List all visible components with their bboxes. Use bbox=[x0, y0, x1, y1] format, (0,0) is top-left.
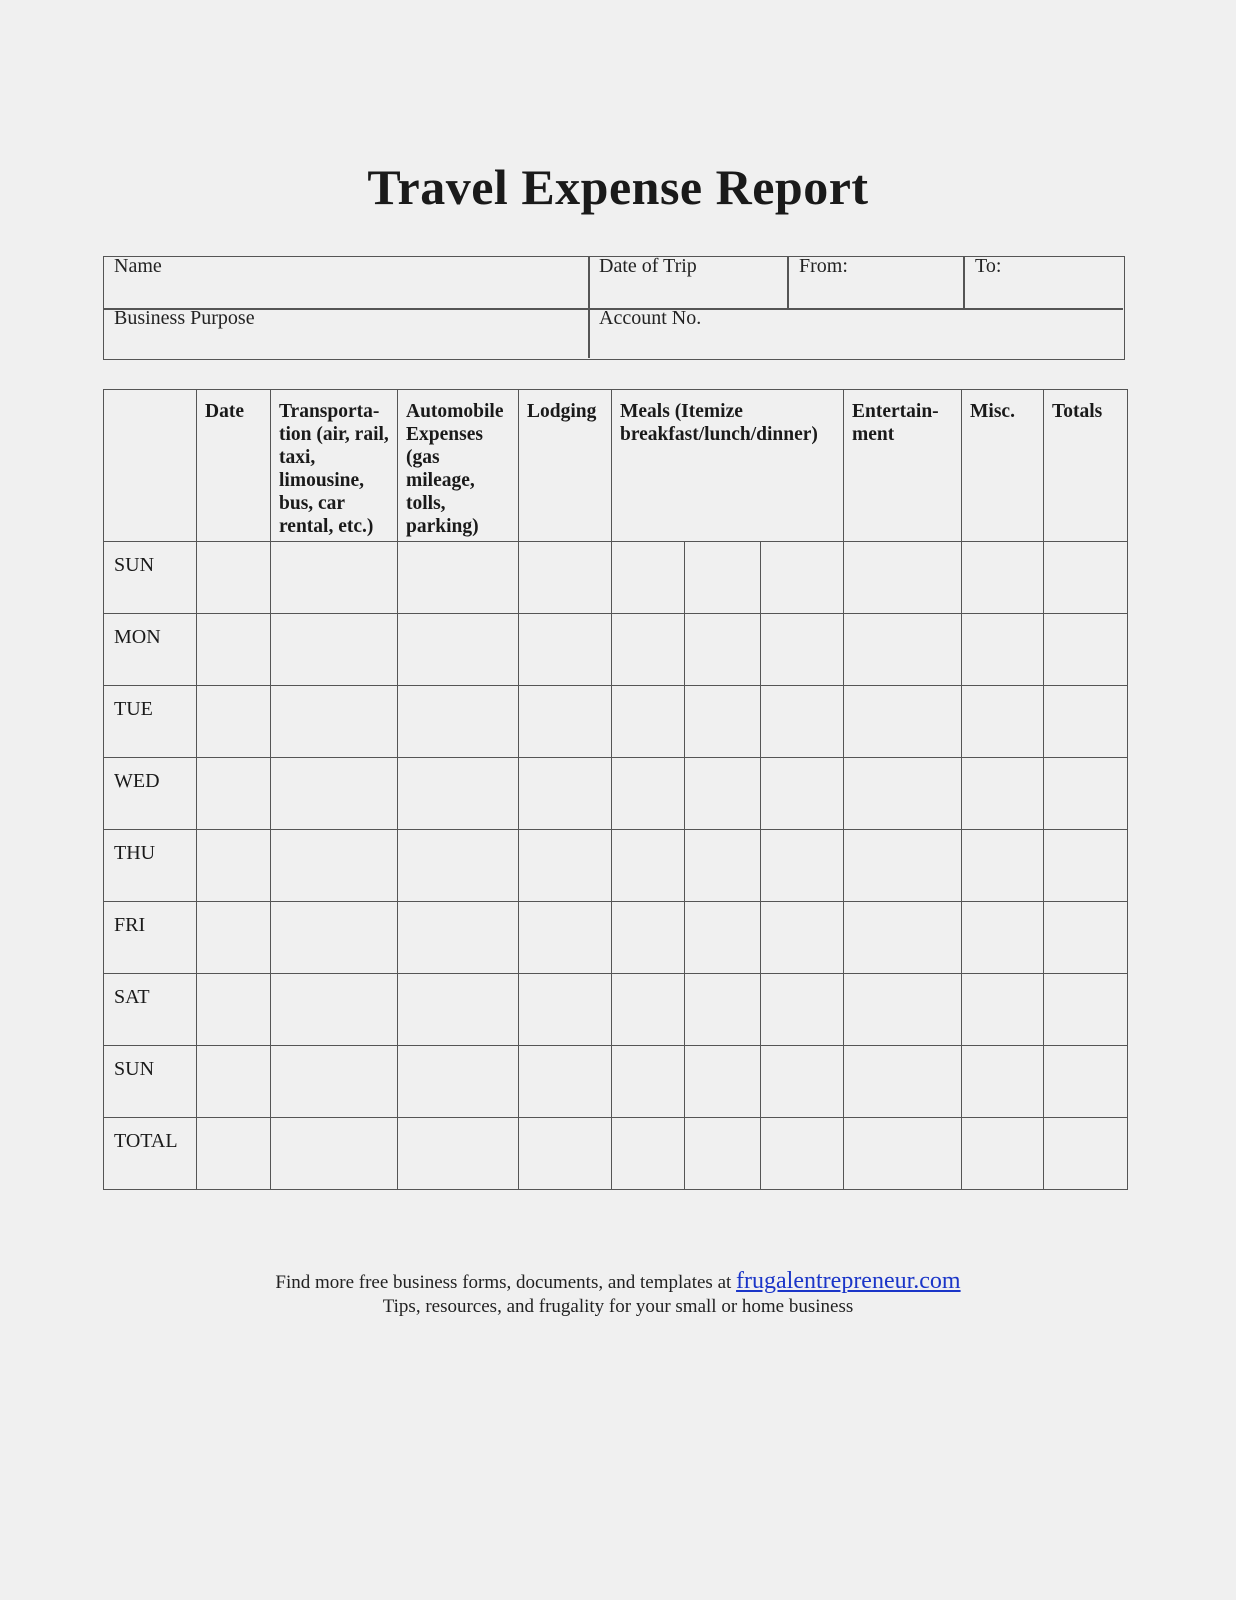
cell-meals-lunch[interactable] bbox=[685, 1118, 761, 1190]
cell-meals-dinner[interactable] bbox=[761, 830, 844, 902]
row-label: FRI bbox=[104, 902, 197, 974]
from-field[interactable] bbox=[799, 255, 848, 278]
date-of-trip-field[interactable] bbox=[599, 255, 697, 278]
row-label: TUE bbox=[104, 686, 197, 758]
account-no-label: Account No. bbox=[599, 307, 702, 329]
cell-automobile[interactable] bbox=[398, 902, 519, 974]
table-header-row bbox=[104, 390, 1128, 542]
column-header-automobile: Automobile Expenses (gas mileage, tolls, parking) bbox=[398, 390, 519, 542]
cell-entertainment[interactable] bbox=[844, 902, 962, 974]
cell-entertainment[interactable] bbox=[844, 614, 962, 686]
footer-line-1 bbox=[0, 1268, 1236, 1295]
cell-meals-breakfast[interactable] bbox=[612, 902, 685, 974]
cell-meals-breakfast[interactable] bbox=[612, 758, 685, 830]
column-header-date: Date bbox=[197, 390, 271, 542]
cell-date[interactable] bbox=[197, 974, 271, 1046]
cell-meals-dinner[interactable] bbox=[761, 542, 844, 614]
cell-meals-lunch[interactable] bbox=[685, 686, 761, 758]
cell-totals[interactable] bbox=[1044, 902, 1128, 974]
cell-misc[interactable] bbox=[962, 542, 1044, 614]
row-label: SUN bbox=[104, 542, 197, 614]
cell-date[interactable] bbox=[197, 902, 271, 974]
cell-totals[interactable] bbox=[1044, 542, 1128, 614]
cell-lodging[interactable] bbox=[519, 686, 612, 758]
from-label: From: bbox=[799, 255, 848, 277]
cell-meals-breakfast[interactable] bbox=[612, 974, 685, 1046]
cell-entertainment[interactable] bbox=[844, 830, 962, 902]
cell-meals-breakfast[interactable] bbox=[612, 686, 685, 758]
cell-meals-dinner[interactable] bbox=[761, 1046, 844, 1118]
cell-misc[interactable] bbox=[962, 1118, 1044, 1190]
table-row bbox=[104, 542, 1128, 614]
cell-lodging[interactable] bbox=[519, 974, 612, 1046]
table-row bbox=[104, 902, 1128, 974]
cell-meals-breakfast[interactable] bbox=[612, 830, 685, 902]
row-label: MON bbox=[104, 614, 197, 686]
cell-totals[interactable] bbox=[1044, 974, 1128, 1046]
footer-text: Find more free business forms, documents, and templates at bbox=[275, 1272, 732, 1293]
cell-misc[interactable] bbox=[962, 1046, 1044, 1118]
cell-totals[interactable] bbox=[1044, 758, 1128, 830]
cell-totals[interactable] bbox=[1044, 830, 1128, 902]
business-purpose-label: Business Purpose bbox=[114, 307, 255, 329]
table-row bbox=[104, 974, 1128, 1046]
page-title: Travel Expense Report bbox=[367, 159, 869, 215]
row-label: WED bbox=[104, 758, 197, 830]
cell-meals-lunch[interactable] bbox=[685, 542, 761, 614]
cell-entertainment[interactable] bbox=[844, 974, 962, 1046]
cell-automobile[interactable] bbox=[398, 830, 519, 902]
cell-misc[interactable] bbox=[962, 902, 1044, 974]
website-link[interactable]: frugalentrepreneur.com bbox=[736, 1268, 961, 1294]
cell-automobile[interactable] bbox=[398, 1118, 519, 1190]
cell-lodging[interactable] bbox=[519, 830, 612, 902]
cell-date[interactable] bbox=[197, 614, 271, 686]
row-label: SAT bbox=[104, 974, 197, 1046]
row-label: TOTAL bbox=[104, 1118, 197, 1190]
cell-meals-dinner[interactable] bbox=[761, 902, 844, 974]
cell-date[interactable] bbox=[197, 1046, 271, 1118]
table-row bbox=[104, 1046, 1128, 1118]
table-row bbox=[104, 686, 1128, 758]
cell-meals-lunch[interactable] bbox=[685, 830, 761, 902]
cell-entertainment[interactable] bbox=[844, 1118, 962, 1190]
cell-meals-breakfast[interactable] bbox=[612, 1118, 685, 1190]
cell-entertainment[interactable] bbox=[844, 758, 962, 830]
column-header-transportation: Transporta- tion (air, rail, taxi, limousine, bus, car rental, etc.) bbox=[271, 390, 398, 542]
cell-automobile[interactable] bbox=[398, 1046, 519, 1118]
column-header-lodging: Lodging bbox=[519, 390, 612, 542]
cell-meals-lunch[interactable] bbox=[685, 974, 761, 1046]
divider bbox=[963, 257, 965, 308]
name-label: Name bbox=[114, 255, 162, 277]
cell-date[interactable] bbox=[197, 830, 271, 902]
cell-transportation[interactable] bbox=[271, 1046, 398, 1118]
cell-lodging[interactable] bbox=[519, 902, 612, 974]
cell-transportation[interactable] bbox=[271, 830, 398, 902]
column-header-entertainment: Entertain- ment bbox=[844, 390, 962, 542]
to-label: To: bbox=[975, 255, 1002, 277]
date-of-trip-label: Date of Trip bbox=[599, 255, 697, 277]
cell-totals[interactable] bbox=[1044, 1046, 1128, 1118]
cell-totals[interactable] bbox=[1044, 1118, 1128, 1190]
expense-table bbox=[103, 389, 1128, 1190]
cell-meals-dinner[interactable] bbox=[761, 614, 844, 686]
cell-meals-dinner[interactable] bbox=[761, 1118, 844, 1190]
cell-automobile[interactable] bbox=[398, 614, 519, 686]
trip-info-box bbox=[103, 256, 1125, 360]
cell-meals-breakfast[interactable] bbox=[612, 614, 685, 686]
cell-misc[interactable] bbox=[962, 686, 1044, 758]
cell-transportation[interactable] bbox=[271, 686, 398, 758]
cell-transportation[interactable] bbox=[271, 902, 398, 974]
business-purpose-field[interactable] bbox=[114, 307, 255, 330]
cell-lodging[interactable] bbox=[519, 758, 612, 830]
cell-automobile[interactable] bbox=[398, 758, 519, 830]
table-row bbox=[104, 614, 1128, 686]
cell-meals-lunch[interactable] bbox=[685, 1046, 761, 1118]
cell-lodging[interactable] bbox=[519, 1118, 612, 1190]
table-row bbox=[104, 1118, 1128, 1190]
cell-meals-dinner[interactable] bbox=[761, 974, 844, 1046]
cell-date[interactable] bbox=[197, 1118, 271, 1190]
cell-lodging[interactable] bbox=[519, 1046, 612, 1118]
cell-automobile[interactable] bbox=[398, 542, 519, 614]
to-field[interactable] bbox=[975, 255, 1001, 278]
cell-transportation[interactable] bbox=[271, 614, 398, 686]
cell-meals-breakfast[interactable] bbox=[612, 1046, 685, 1118]
cell-meals-lunch[interactable] bbox=[685, 614, 761, 686]
cell-automobile[interactable] bbox=[398, 974, 519, 1046]
name-field[interactable] bbox=[114, 255, 162, 278]
cell-lodging[interactable] bbox=[519, 614, 612, 686]
cell-transportation[interactable] bbox=[271, 542, 398, 614]
cell-automobile[interactable] bbox=[398, 686, 519, 758]
cell-date[interactable] bbox=[197, 758, 271, 830]
cell-totals[interactable] bbox=[1044, 614, 1128, 686]
footer-line-2: Tips, resources, and frugality for your small or home business bbox=[382, 1296, 854, 1317]
cell-meals-dinner[interactable] bbox=[761, 686, 844, 758]
cell-transportation[interactable] bbox=[271, 758, 398, 830]
column-header-day bbox=[104, 390, 197, 542]
column-header-meals: Meals (Itemize breakfast/lunch/dinner) bbox=[612, 390, 844, 542]
cell-totals[interactable] bbox=[1044, 686, 1128, 758]
cell-entertainment[interactable] bbox=[844, 542, 962, 614]
cell-entertainment[interactable] bbox=[844, 686, 962, 758]
cell-transportation[interactable] bbox=[271, 1118, 398, 1190]
cell-misc[interactable] bbox=[962, 830, 1044, 902]
cell-lodging[interactable] bbox=[519, 542, 612, 614]
cell-transportation[interactable] bbox=[271, 974, 398, 1046]
cell-misc[interactable] bbox=[962, 974, 1044, 1046]
cell-misc[interactable] bbox=[962, 758, 1044, 830]
cell-misc[interactable] bbox=[962, 614, 1044, 686]
table-row bbox=[104, 758, 1128, 830]
divider bbox=[588, 257, 590, 358]
column-header-misc: Misc. bbox=[962, 390, 1044, 542]
cell-date[interactable] bbox=[197, 542, 271, 614]
column-header-totals: Totals bbox=[1044, 390, 1128, 542]
cell-meals-lunch[interactable] bbox=[685, 902, 761, 974]
account-no-field[interactable] bbox=[599, 307, 701, 330]
cell-entertainment[interactable] bbox=[844, 1046, 962, 1118]
row-label: SUN bbox=[104, 1046, 197, 1118]
divider bbox=[787, 257, 789, 308]
cell-date[interactable] bbox=[197, 686, 271, 758]
table-row bbox=[104, 830, 1128, 902]
row-label: THU bbox=[104, 830, 197, 902]
cell-meals-lunch[interactable] bbox=[685, 758, 761, 830]
cell-meals-breakfast[interactable] bbox=[612, 542, 685, 614]
cell-meals-dinner[interactable] bbox=[761, 758, 844, 830]
